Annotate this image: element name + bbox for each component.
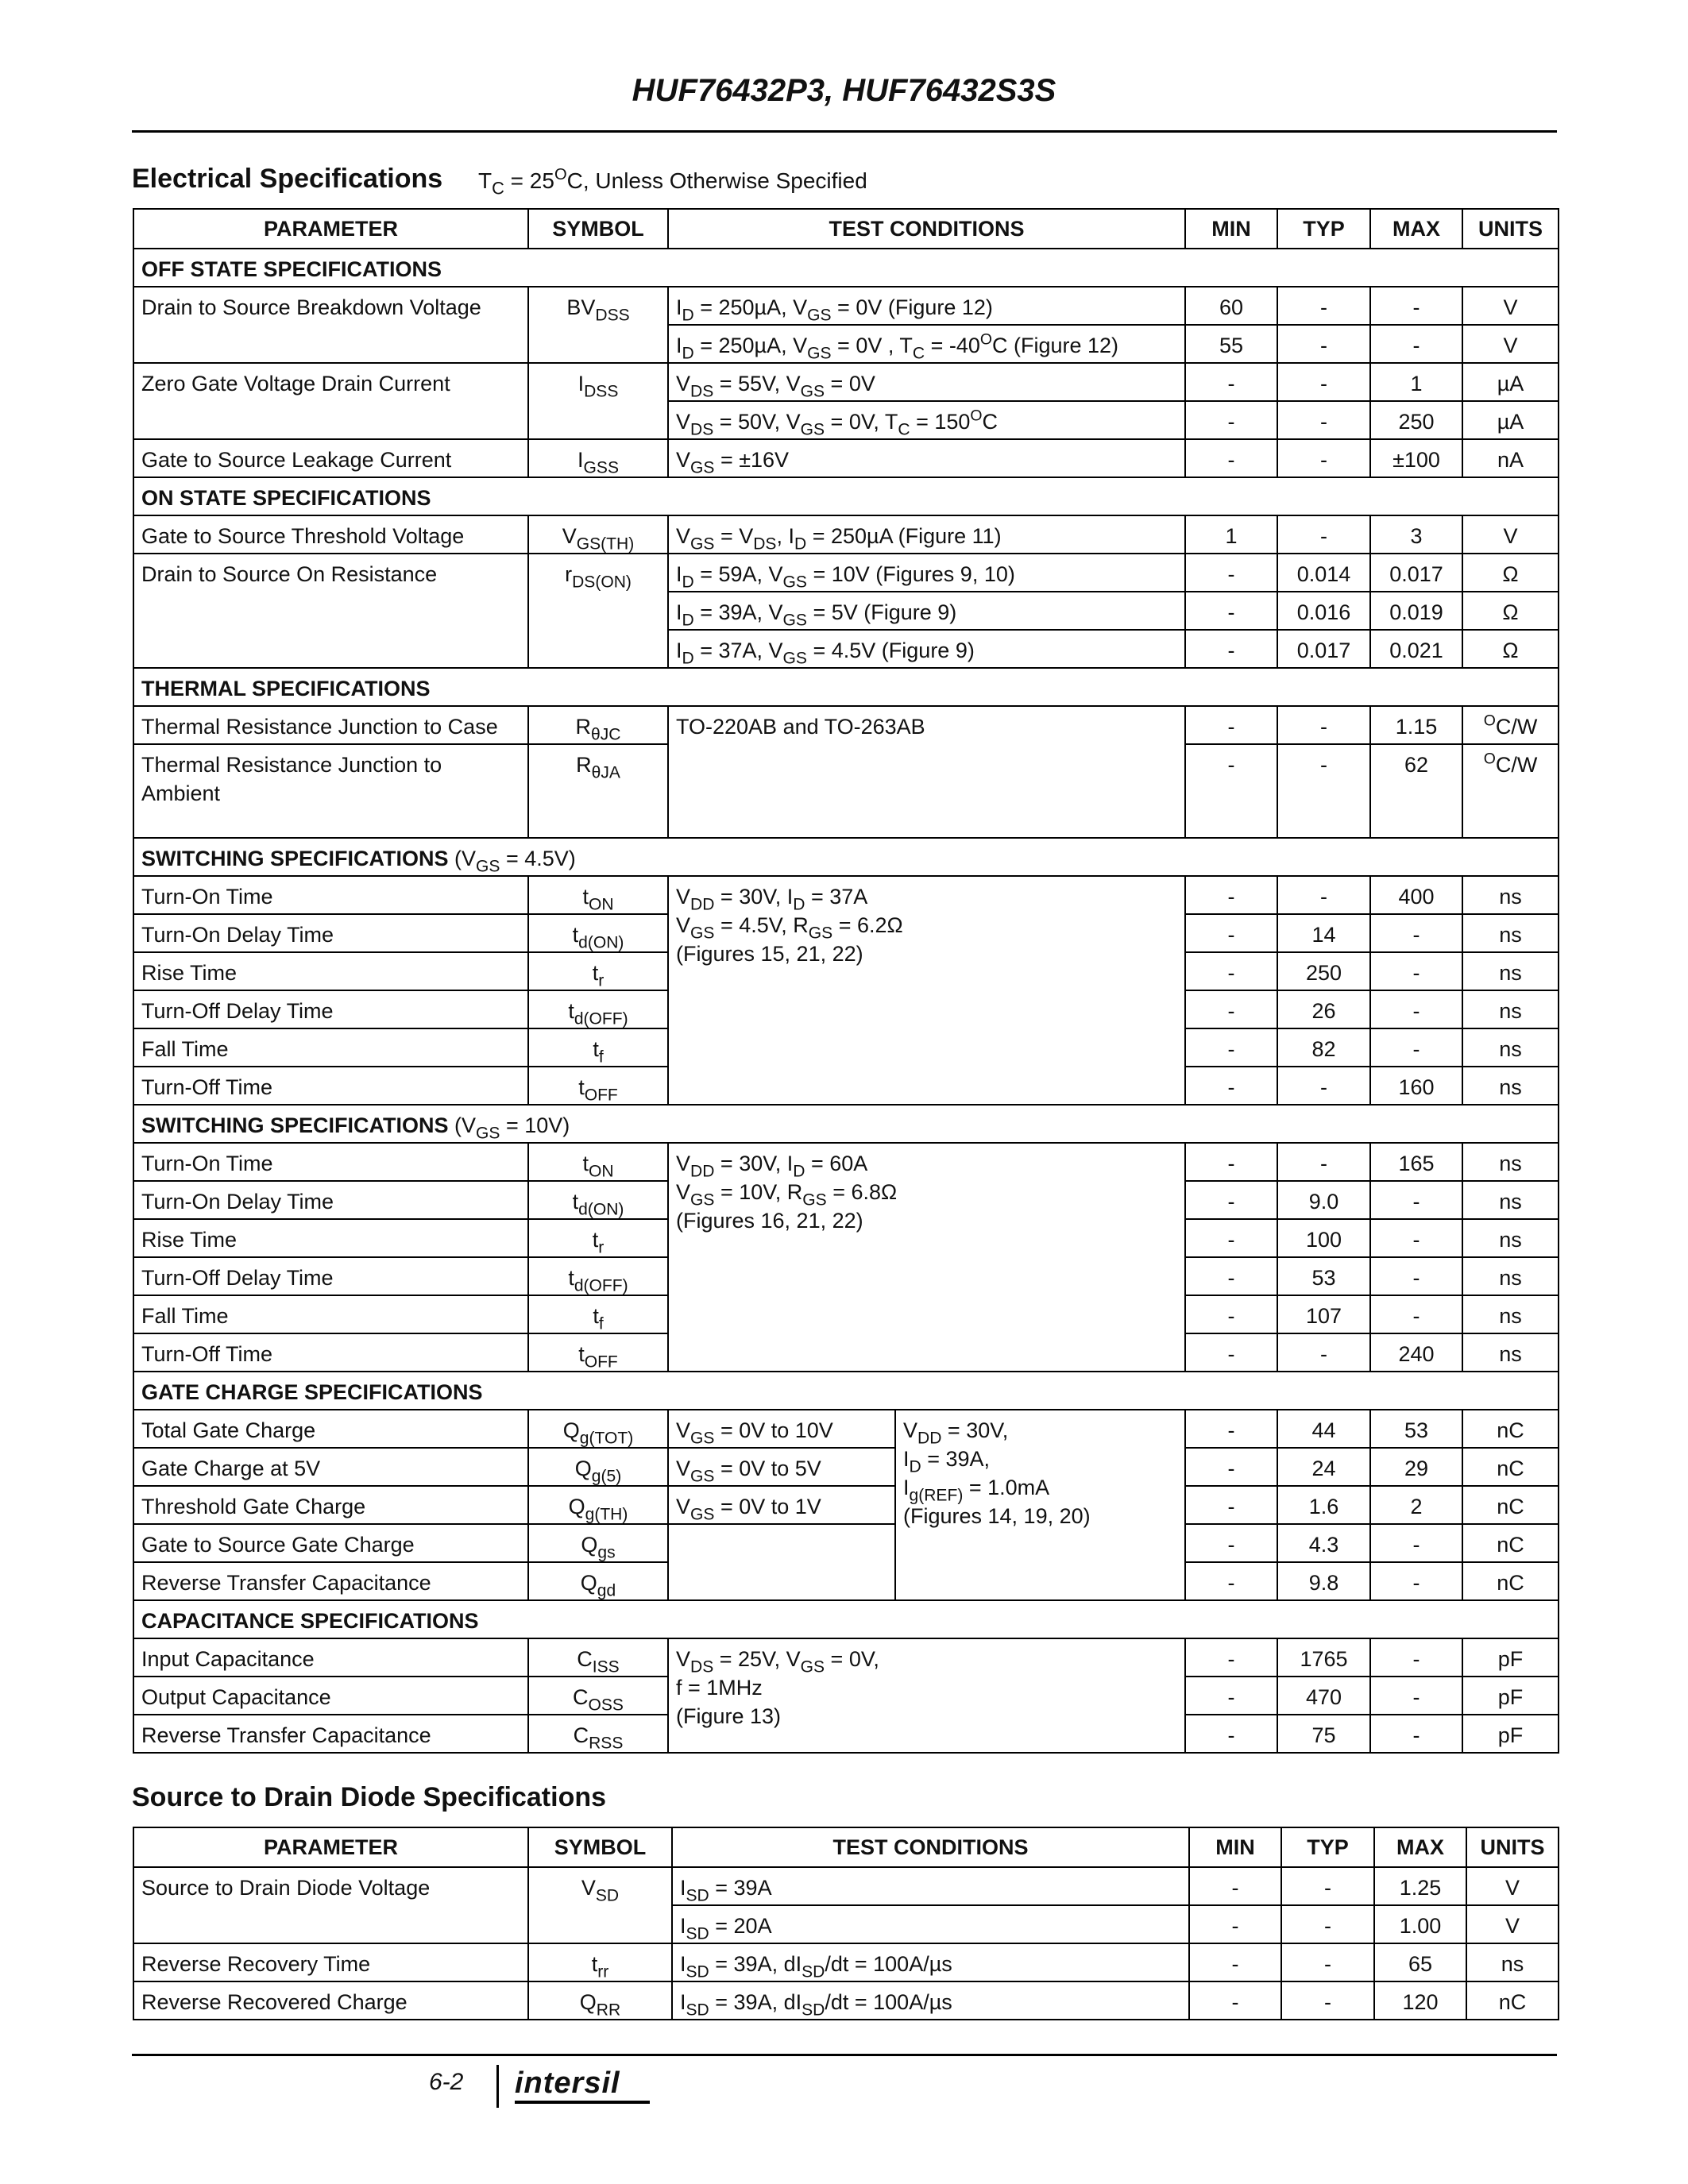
symbol-cell: $t_{d(OFF)}$ [528,1257,668,1295]
unit-cell: ns [1462,1067,1559,1105]
param-cell: Turn-On Delay Time [133,1181,528,1219]
symbol-cell: $Q_{gs}$ [528,1524,668,1562]
max-cell: 1.00 [1374,1905,1466,1943]
symbol-cell: $t_r$ [528,1219,668,1257]
symbol-cell: $R_{\theta JA}$ [528,744,668,838]
min-cell: - [1185,1715,1277,1753]
table-row [133,1943,1559,1981]
min-cell: 1 [1185,515,1277,554]
unit-cell: ns [1466,1943,1559,1981]
condition-cell: TO-220AB and TO-263AB [668,706,1185,838]
typ-cell: 82 [1277,1028,1370,1067]
typ-cell: 107 [1277,1295,1370,1333]
typ-cell: 4.3 [1277,1524,1370,1562]
max-cell: 0.019 [1370,592,1462,630]
symbol-cell: $Q_{g(TOT)}$ [528,1410,668,1448]
typ-cell: - [1281,1905,1374,1943]
unit-cell: V [1462,515,1559,554]
table-row [133,1448,1559,1486]
typ-cell: - [1277,744,1370,838]
typ-cell: - [1277,1333,1370,1372]
unit-cell: µA [1462,401,1559,439]
min-cell: - [1185,706,1277,744]
table-row [133,1486,1559,1524]
max-cell: 160 [1370,1067,1462,1105]
symbol-cell: $r_{DS(ON)}$ [528,554,668,668]
table-row [133,876,1559,914]
max-cell: - [1370,1181,1462,1219]
typ-cell: - [1281,1867,1374,1905]
electrical-condition: $T_C = 25^OC$, Unless Otherwise Specified [478,165,867,199]
symbol-cell: $t_{rr}$ [528,1943,672,1981]
param-cell: Turn-On Delay Time [133,914,528,952]
max-cell: 3 [1370,515,1462,554]
max-cell: 65 [1374,1943,1466,1981]
condition-cell: $V_{GS} = 0V$ to 10V [668,1410,895,1448]
param-cell: Total Gate Charge [133,1410,528,1448]
min-cell: - [1185,1410,1277,1448]
table-row [133,287,1559,325]
max-cell: 53 [1370,1410,1462,1448]
unit-cell: $^O$C/W [1462,706,1559,744]
symbol-cell: $V_{SD}$ [528,1867,672,1943]
max-cell: 0.017 [1370,554,1462,592]
table-header-row [133,1827,1559,1867]
unit-cell: nC [1466,1981,1559,2020]
param-cell: Fall Time [133,1028,528,1067]
min-cell: - [1185,592,1277,630]
col-units: UNITS [1462,209,1559,249]
electrical-heading: Electrical Specifications [132,164,443,194]
footer-rule [132,2054,1557,2056]
max-cell: 1.15 [1370,706,1462,744]
header-rule [132,130,1557,133]
symbol-cell: $t_{ON}$ [528,1143,668,1181]
min-cell: - [1185,1333,1277,1372]
min-cell: - [1185,554,1277,592]
typ-cell: - [1277,325,1370,363]
col-max: MAX [1374,1827,1466,1867]
min-cell: 60 [1185,287,1277,325]
min-cell: - [1185,914,1277,952]
unit-cell: V [1466,1867,1559,1905]
col-test-conditions: TEST CONDITIONS [668,209,1185,249]
typ-cell: - [1277,876,1370,914]
unit-cell: pF [1462,1677,1559,1715]
param-cell: Turn-Off Time [133,1333,528,1372]
condition-cell: $V_{GS} = 0V$ to 1V [668,1486,895,1524]
unit-cell: nC [1462,1562,1559,1600]
col-symbol: SYMBOL [528,1827,672,1867]
col-min: MIN [1185,209,1277,249]
param-cell: Fall Time [133,1295,528,1333]
symbol-cell: $t_{d(OFF)}$ [528,990,668,1028]
col-typ: TYP [1277,209,1370,249]
typ-cell: - [1277,1067,1370,1105]
footer-divider [496,2065,499,2108]
typ-cell: 470 [1277,1677,1370,1715]
condition-cell: $V_{DS} = 25V$, $V_{GS} = 0V$, f = 1MHz (Figure 13) [668,1638,1185,1753]
typ-cell: 9.8 [1277,1562,1370,1600]
min-cell: - [1189,1867,1281,1905]
max-cell: - [1370,325,1462,363]
typ-cell: 75 [1277,1715,1370,1753]
intersil-logo: intersil [515,2066,620,2100]
symbol-cell: $I_{GSS}$ [528,439,668,477]
page-title: HUF76432P3, HUF76432S3S [632,73,1056,108]
section-gate-charge: GATE CHARGE SPECIFICATIONS [133,1372,1559,1410]
param-cell: Input Capacitance [133,1638,528,1677]
min-cell: - [1185,1028,1277,1067]
max-cell: 400 [1370,876,1462,914]
symbol-cell: $t_f$ [528,1295,668,1333]
logo-underline [515,2101,650,2104]
condition-cell: $I_D = 37A$, $V_{GS} = 4.5V$ (Figure 9) [668,630,1185,668]
condition-cell: $V_{GS} = \pm 16V$ [668,439,1185,477]
unit-cell: pF [1462,1638,1559,1677]
min-cell: - [1185,876,1277,914]
unit-cell: nC [1462,1448,1559,1486]
param-cell: Turn-Off Time [133,1067,528,1105]
symbol-cell: $BV_{DSS}$ [528,287,668,363]
max-cell: 240 [1370,1333,1462,1372]
max-cell: - [1370,1524,1462,1562]
typ-cell: 0.017 [1277,630,1370,668]
min-cell: - [1185,439,1277,477]
condition-cell: $V_{GS} = 0V$ to 5V [668,1448,895,1486]
typ-cell: 250 [1277,952,1370,990]
unit-cell: ns [1462,1181,1559,1219]
min-cell: - [1185,1181,1277,1219]
symbol-cell: $t_r$ [528,952,668,990]
condition-cell: $I_D = 59A$, $V_{GS} = 10V$ (Figures 9, 10) [668,554,1185,592]
max-cell: 250 [1370,401,1462,439]
typ-cell: - [1277,363,1370,401]
min-cell: - [1185,1486,1277,1524]
section-off-state: OFF STATE SPECIFICATIONS [133,249,1559,287]
param-cell: Gate to Source Threshold Voltage [133,515,528,554]
col-typ: TYP [1281,1827,1374,1867]
section-on-state: ON STATE SPECIFICATIONS [133,477,1559,515]
condition-cell [668,1524,895,1600]
symbol-cell: $t_{d(ON)}$ [528,1181,668,1219]
typ-cell: - [1277,439,1370,477]
col-test-conditions: TEST CONDITIONS [672,1827,1189,1867]
min-cell: - [1185,1219,1277,1257]
condition-cell: $I_{SD} = 20A$ [672,1905,1189,1943]
unit-cell: $^O$C/W [1462,744,1559,838]
condition-cell: $I_{SD} = 39A$, $dI_{SD}/dt = 100A/\mu s$ [672,1981,1189,2020]
unit-cell: ns [1462,876,1559,914]
col-parameter: PARAMETER [133,209,528,249]
condition-cell: $V_{DS} = 55V$, $V_{GS} = 0V$ [668,363,1185,401]
param-cell: Output Capacitance [133,1677,528,1715]
param-cell: Thermal Resistance Junction to Ambient [133,744,528,838]
max-cell: - [1370,1677,1462,1715]
param-cell: Threshold Gate Charge [133,1486,528,1524]
section-thermal: THERMAL SPECIFICATIONS [133,668,1559,706]
max-cell: 165 [1370,1143,1462,1181]
min-cell: - [1185,1562,1277,1600]
unit-cell: V [1462,325,1559,363]
param-cell: Reverse Recovery Time [133,1943,528,1981]
param-cell: Rise Time [133,1219,528,1257]
condition-cell: $V_{GS} = V_{DS}$, $I_D = 250\mu A$ (Figure 11) [668,515,1185,554]
unit-cell: Ω [1462,554,1559,592]
typ-cell: 53 [1277,1257,1370,1295]
max-cell: - [1370,952,1462,990]
param-cell: Reverse Recovered Charge [133,1981,528,2020]
unit-cell: ns [1462,1295,1559,1333]
max-cell: 1 [1370,363,1462,401]
unit-cell: nA [1462,439,1559,477]
typ-cell: - [1277,706,1370,744]
unit-cell: Ω [1462,630,1559,668]
min-cell: - [1185,401,1277,439]
symbol-cell: $V_{GS(TH)}$ [528,515,668,554]
param-cell: Gate to Source Leakage Current [133,439,528,477]
typ-cell: 1.6 [1277,1486,1370,1524]
condition-cell: $V_{DD} = 30V$, $I_D = 39A$, $I_{g(REF)} = 1.0mA$ (Figures 14, 19, 20) [895,1410,1185,1600]
table-row [133,554,1559,592]
unit-cell: ns [1462,1219,1559,1257]
typ-cell: - [1281,1981,1374,2020]
min-cell: - [1189,1905,1281,1943]
typ-cell: - [1277,287,1370,325]
symbol-cell: $t_f$ [528,1028,668,1067]
param-cell: Reverse Transfer Capacitance [133,1562,528,1600]
symbol-cell: $C_{OSS}$ [528,1677,668,1715]
col-parameter: PARAMETER [133,1827,528,1867]
symbol-cell: $t_{d(ON)}$ [528,914,668,952]
typ-cell: - [1277,515,1370,554]
unit-cell: µA [1462,363,1559,401]
param-cell: Turn-On Time [133,1143,528,1181]
typ-cell: - [1277,1143,1370,1181]
min-cell: - [1185,952,1277,990]
param-cell: Turn-On Time [133,876,528,914]
symbol-cell: $t_{ON}$ [528,876,668,914]
table-row [133,1867,1559,1905]
param-cell: Turn-Off Delay Time [133,1257,528,1295]
typ-cell: 0.016 [1277,592,1370,630]
unit-cell: ns [1462,1257,1559,1295]
table-row [133,1143,1559,1181]
page-number: 6-2 [429,2069,464,2095]
min-cell: - [1185,1143,1277,1181]
unit-cell: ns [1462,1028,1559,1067]
table-row [133,439,1559,477]
max-cell: 120 [1374,1981,1466,2020]
symbol-cell: $I_{DSS}$ [528,363,668,439]
condition-cell: $V_{DD} = 30V$, $I_D = 37A$ $V_{GS} = 4.5V$, $R_{GS} = 6.2\Omega$ (Figures 15, 21, 22) [668,876,1185,1105]
typ-cell: - [1277,401,1370,439]
table-row [133,1981,1559,2020]
condition-cell: $I_D = 39A$, $V_{GS} = 5V$ (Figure 9) [668,592,1185,630]
col-units: UNITS [1466,1827,1559,1867]
symbol-cell: $Q_{RR}$ [528,1981,672,2020]
param-cell: Source to Drain Diode Voltage [133,1867,528,1943]
section-switching-4-5v: SWITCHING SPECIFICATIONS $(V_{GS} = 4.5V)$ [133,838,1559,876]
condition-cell: $V_{DD} = 30V$, $I_D = 60A$ $V_{GS} = 10V$, $R_{GS} = 6.8\Omega$ (Figures 16, 21, 22) [668,1143,1185,1372]
param-cell: Rise Time [133,952,528,990]
min-cell: - [1185,1257,1277,1295]
param-cell: Thermal Resistance Junction to Case [133,706,528,744]
typ-cell: 9.0 [1277,1181,1370,1219]
symbol-cell: $R_{\theta JC}$ [528,706,668,744]
table-row [133,706,1559,744]
condition-cell: $I_D = 250\mu A$, $V_{GS} = 0V$ (Figure 12) [668,287,1185,325]
section-switching-10v: SWITCHING SPECIFICATIONS $(V_{GS} = 10V)$ [133,1105,1559,1143]
diode-heading: Source to Drain Diode Specifications [132,1782,607,1812]
param-cell: Zero Gate Voltage Drain Current [133,363,528,439]
typ-cell: 0.014 [1277,554,1370,592]
typ-cell: 1765 [1277,1638,1370,1677]
param-cell: Drain to Source On Resistance [133,554,528,668]
max-cell: - [1370,287,1462,325]
typ-cell: 24 [1277,1448,1370,1486]
min-cell: 55 [1185,325,1277,363]
min-cell: - [1185,630,1277,668]
min-cell: - [1185,1638,1277,1677]
diode-spec-table [133,1827,1559,2020]
condition-cell: $I_{SD} = 39A$, $dI_{SD}/dt = 100A/\mu s$ [672,1943,1189,1981]
symbol-cell: $t_{OFF}$ [528,1333,668,1372]
param-cell: Turn-Off Delay Time [133,990,528,1028]
max-cell: - [1370,990,1462,1028]
table-row [133,363,1559,401]
table-row [133,515,1559,554]
param-cell: Drain to Source Breakdown Voltage [133,287,528,363]
unit-cell: ns [1462,914,1559,952]
max-cell: - [1370,914,1462,952]
min-cell: - [1185,1295,1277,1333]
min-cell: - [1185,1677,1277,1715]
unit-cell: nC [1462,1486,1559,1524]
condition-cell: $V_{DS} = 50V$, $V_{GS} = 0V$, $T_C = 150^OC$ [668,401,1185,439]
min-cell: - [1185,990,1277,1028]
table-row [133,1410,1559,1448]
max-cell: 1.25 [1374,1867,1466,1905]
min-cell: - [1185,1067,1277,1105]
table-row [133,1524,1559,1562]
min-cell: - [1185,744,1277,838]
max-cell: - [1370,1562,1462,1600]
min-cell: - [1185,1524,1277,1562]
symbol-cell: $Q_{g(5)}$ [528,1448,668,1486]
max-cell: 2 [1370,1486,1462,1524]
max-cell: ±100 [1370,439,1462,477]
max-cell: - [1370,1638,1462,1677]
max-cell: - [1370,1219,1462,1257]
symbol-cell: $Q_{gd}$ [528,1562,668,1600]
param-cell: Gate to Source Gate Charge [133,1524,528,1562]
symbol-cell: $Q_{g(TH)}$ [528,1486,668,1524]
col-min: MIN [1189,1827,1281,1867]
min-cell: - [1185,1448,1277,1486]
max-cell: - [1370,1715,1462,1753]
max-cell: - [1370,1257,1462,1295]
typ-cell: 100 [1277,1219,1370,1257]
typ-cell: - [1281,1943,1374,1981]
unit-cell: V [1462,287,1559,325]
unit-cell: ns [1462,990,1559,1028]
table-header-row [133,209,1559,249]
max-cell: - [1370,1028,1462,1067]
param-cell: Reverse Transfer Capacitance [133,1715,528,1753]
electrical-spec-table [133,208,1559,1754]
max-cell: 0.021 [1370,630,1462,668]
min-cell: - [1189,1943,1281,1981]
unit-cell: nC [1462,1524,1559,1562]
typ-cell: 26 [1277,990,1370,1028]
condition-cell: $I_D = 250\mu A$, $V_{GS} = 0V$ , $T_C = -40^OC$ (Figure 12) [668,325,1185,363]
unit-cell: pF [1462,1715,1559,1753]
section-capacitance: CAPACITANCE SPECIFICATIONS [133,1600,1559,1638]
condition-cell: $I_{SD} = 39A$ [672,1867,1189,1905]
unit-cell: ns [1462,952,1559,990]
unit-cell: ns [1462,1333,1559,1372]
table-row [133,1638,1559,1677]
unit-cell: V [1466,1905,1559,1943]
min-cell: - [1189,1981,1281,2020]
typ-cell: 44 [1277,1410,1370,1448]
typ-cell: 14 [1277,914,1370,952]
unit-cell: Ω [1462,592,1559,630]
max-cell: 62 [1370,744,1462,838]
symbol-cell: $C_{ISS}$ [528,1638,668,1677]
unit-cell: ns [1462,1143,1559,1181]
col-max: MAX [1370,209,1462,249]
symbol-cell: $t_{OFF}$ [528,1067,668,1105]
min-cell: - [1185,363,1277,401]
param-cell: Gate Charge at 5V [133,1448,528,1486]
max-cell: - [1370,1295,1462,1333]
col-symbol: SYMBOL [528,209,668,249]
symbol-cell: $C_{RSS}$ [528,1715,668,1753]
max-cell: 29 [1370,1448,1462,1486]
unit-cell: nC [1462,1410,1559,1448]
